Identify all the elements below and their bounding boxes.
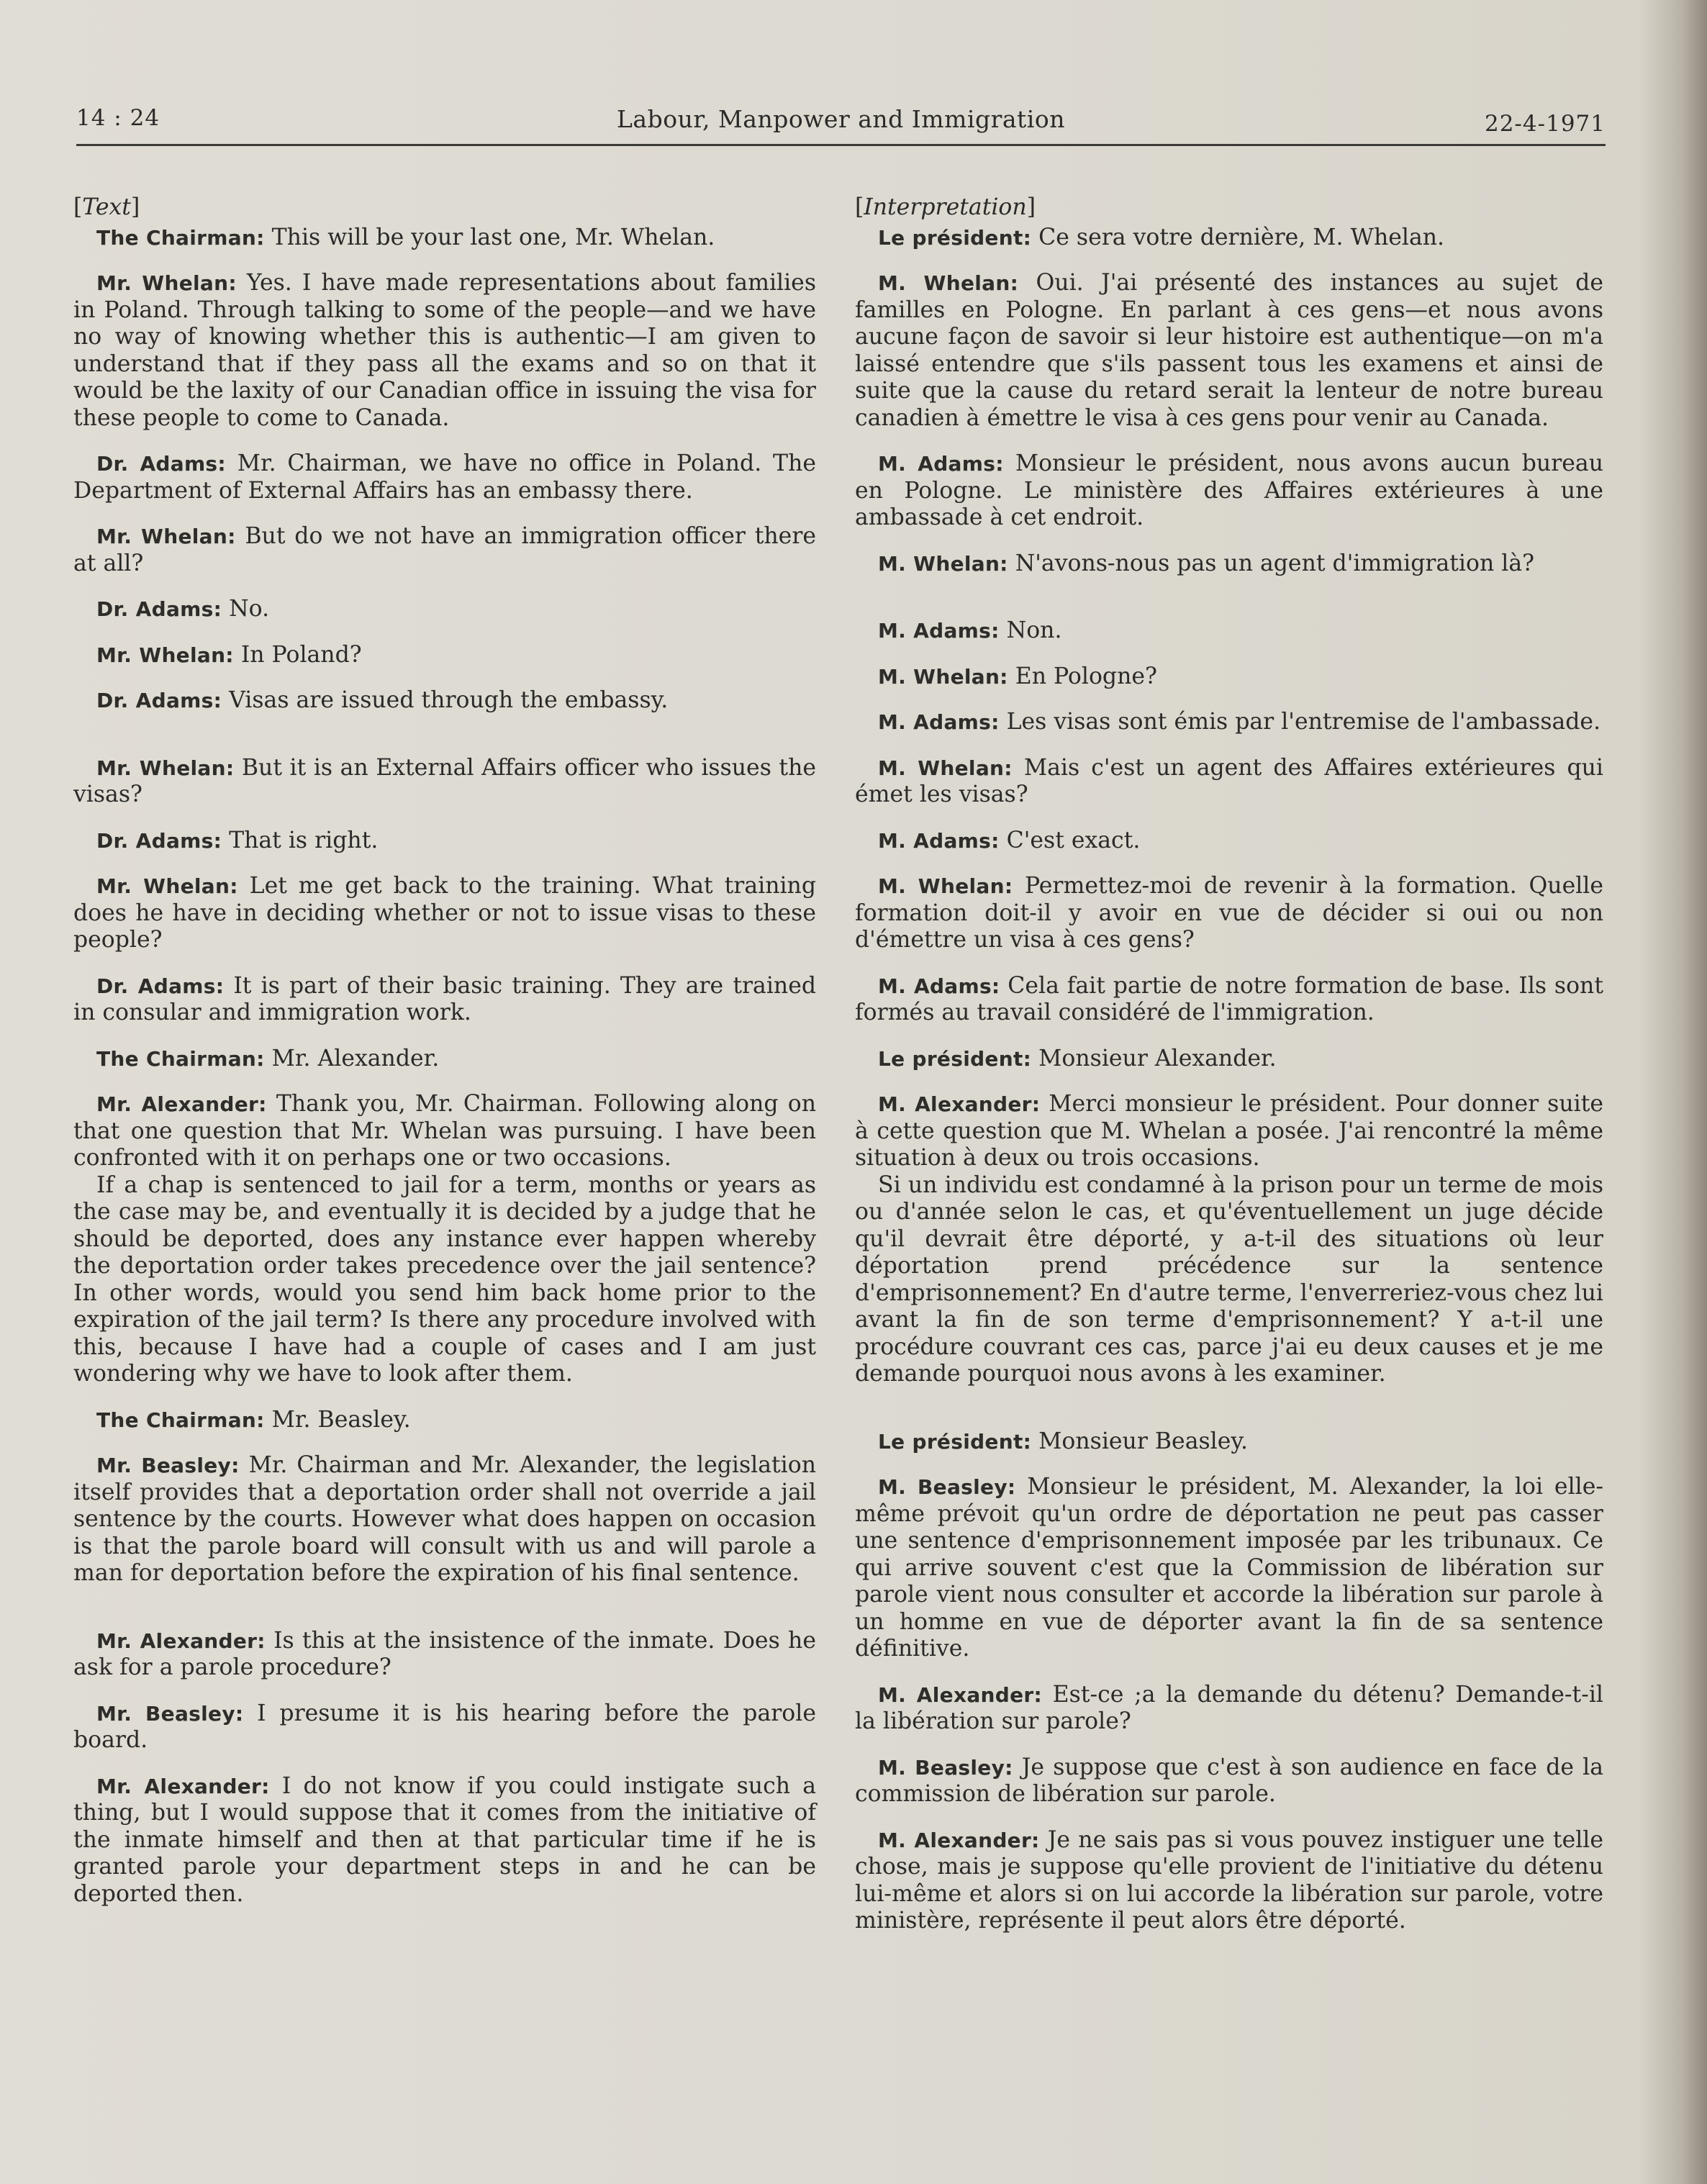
spacer <box>855 1407 1603 1428</box>
speech-paragraph <box>855 973 1603 1027</box>
speech-text: Let me get back to the training. What training does he have in deciding whether or not to issue visas to these people? <box>73 873 817 953</box>
speaker-name: Mr. Whelan: <box>96 525 236 548</box>
speech-paragraph <box>855 617 1603 645</box>
spacer <box>855 596 1603 617</box>
speaker-name: Dr. Adams: <box>96 974 225 998</box>
speech-text: Mais c'est un agent des Affaires extérieures qui émet les visas? <box>855 754 1603 807</box>
speech-paragraph <box>855 1754 1603 1808</box>
speech-text: Est-ce ;a la demande du détenu? Demande-t-il la libération sur parole? <box>855 1681 1603 1734</box>
speech-text: Non. <box>1006 617 1062 643</box>
speaker-name: Mr. Whelan: <box>96 271 237 295</box>
speech-text: N'avons-nous pas un agent d'immigration là? <box>1015 550 1534 576</box>
speech-text: Thank you, Mr. Chairman. Following along on that one question that Mr. Whelan was pursuing. I have been confronted with it on perhaps one or two occasions. <box>73 1091 816 1171</box>
speech-paragraph <box>855 450 1603 532</box>
speaker-name: M. Whelan: <box>878 551 1008 576</box>
speaker-name: The Chairman: <box>96 1408 265 1432</box>
speaker-name: M. Adams: <box>878 452 1004 476</box>
speech-text: Les visas sont émis par l'entremise de l'ambassade. <box>1006 709 1601 735</box>
speech-text: Merci monsieur le président. Pour donner suite à cette question que M. Whelan a posée. J'ai rencontré la même situation à deux ou trois occasions. <box>855 1091 1603 1171</box>
column-tag-interpretation: [Interpretation] <box>855 194 1036 220</box>
speaker-name: Mr. Whelan: <box>96 756 235 780</box>
speech-paragraph <box>73 1407 816 1434</box>
speech-paragraph <box>73 1700 816 1754</box>
speech-text: No. <box>229 596 270 622</box>
speaker-name: M. Alexander: <box>878 1682 1042 1707</box>
speech-paragraph <box>855 1682 1603 1736</box>
speech-text: Monsieur le président, nous avons aucun bureau en Pologne. Le ministère des Affaires extérieures à une ambassade à cet endroit. <box>855 450 1603 530</box>
speech-text: Mr. Alexander. <box>271 1045 440 1071</box>
speech-paragraph <box>855 1428 1603 1456</box>
speech-text: Monsieur Alexander. <box>1038 1045 1277 1071</box>
speaker-name: The Chairman: <box>96 1046 265 1071</box>
speech-paragraph <box>855 1046 1603 1073</box>
speech-text: That is right. <box>229 827 379 853</box>
speech-text: Mr. Chairman, we have no office in Poland. The Department of External Affairs has an embassy there. <box>73 450 816 504</box>
page-number: 14 : 24 <box>76 105 160 131</box>
speech-paragraph <box>855 550 1603 578</box>
speech-paragraph <box>73 687 816 715</box>
speech-text: Monsieur le président, M. Alexander, la loi elle-même prévoit qu'un ordre de déportation ne peut pas casser une sentence d'emprisonnement imposée par les tribunaux. Ce qui arrive souvent c'est que la Commission de libération sur parole vient nous consulter et accorde la libération sur parole à un homme en vue de déporter avant la fin de sa sentence définitive. <box>855 1474 1603 1662</box>
speaker-name: Mr. Beasley: <box>96 1701 244 1726</box>
speaker-name: M. Adams: <box>878 974 1000 998</box>
speaker-name: M. Adams: <box>878 710 1000 734</box>
speech-text: Mr. Chairman and Mr. Alexander, the legislation itself provides that a deportation order shall not override a jail sentence by the courts. However what does happen on occasion is that the parole board will consult with us and will parole a man for deportation before the expiration of his final sentence. <box>73 1452 816 1586</box>
speaker-name: M. Beasley: <box>878 1755 1013 1780</box>
speaker-name: Mr. Beasley: <box>96 1454 240 1477</box>
speech-paragraph <box>855 873 1603 954</box>
speech-paragraph <box>73 270 816 432</box>
speaker-name: Mr. Alexander: <box>96 1092 267 1116</box>
speech-text: Mr. Beasley. <box>271 1406 411 1433</box>
speech-continuation: Si un individu est condamné à la prison pour un terme de mois ou d'année selon le cas, et qu'éventuellement un juge décide qu'il devrait être déporté, y a-t-il des situations où leur déportation prend précédence sur la sentence d'emprisonnement? En d'autre terme, l'enverreriez-vous chez lui avant la fin de son terme d'emprisonnement? Y a-t-il une procédure couvrant ces cas, parce j'ai eu deux causes et je me demande pourquoi nous avons à les examiner. <box>855 1172 1603 1387</box>
speaker-name: M. Whelan: <box>878 664 1008 689</box>
speech-text: This will be your last one, Mr. Whelan. <box>271 224 715 250</box>
speaker-name: M. Whelan: <box>878 874 1013 898</box>
english-column <box>73 194 816 1926</box>
speech-text: I do not know if you could instigate such a thing, but I would suppose that it comes from the initiative of the inmate himself and then at that particular time if he is granted parole your department steps in and he can be deported then. <box>73 1772 816 1907</box>
speech-continuation: If a chap is sentenced to jail for a term, months or years as the case may be, and eventually it is decided by a judge that he should be deported, does any instance ever happen whereby the deportation order takes precedence over the jail sentence? In other words, would you send him back home prior to the expiration of the jail term? Is there any procedure involved with this, because I have had a couple of cases and I am just wondering why we have to look after them. <box>73 1172 816 1387</box>
speech-text: Je suppose que c'est à son audience en face de la commission de libération sur parole. <box>855 1754 1604 1807</box>
speaker-name: Dr. Adams: <box>96 597 222 621</box>
french-column <box>855 194 1603 1954</box>
speech-text: Permettez-moi de revenir à la formation. Quelle formation doit-il y avoir en vue de décider si oui ou non d'émettre un visa à ces gens? <box>855 873 1603 953</box>
speaker-name: Dr. Adams: <box>96 452 226 476</box>
speech-paragraph <box>855 755 1603 809</box>
speaker-name: Mr. Whelan: <box>96 874 238 898</box>
speech-paragraph <box>73 873 816 954</box>
speaker-name: The Chairman: <box>96 225 265 250</box>
speaker-name: M. Whelan: <box>878 271 1019 295</box>
speech-text: Visas are issued through the embassy. <box>229 687 669 713</box>
speech-text: But do we not have an immigration officer there at all? <box>73 523 817 576</box>
spacer <box>73 733 816 755</box>
page-header <box>76 101 1606 146</box>
speaker-name: M. Alexander: <box>878 1828 1040 1852</box>
speaker-name: Dr. Adams: <box>96 828 222 853</box>
speaker-name: Mr. Whelan: <box>96 643 234 667</box>
speech-text: I presume it is his hearing before the parole board. <box>73 1700 816 1753</box>
speaker-name: Le président: <box>878 1046 1032 1071</box>
spacer <box>73 1606 816 1628</box>
speech-text: Oui. J'ai présenté des instances au sujet de familles en Pologne. En parlant à ces gens—et nous avons aucune façon de savoir si leur histoire est authentique—on m'a laissé entendre que s'ils passent tous les examens et ainsi de suite que la cause du retard serait la lenteur de notre bureau canadien à émettre le visa à ces gens pour venir au Canada. <box>855 270 1603 431</box>
speaker-name: M. Alexander: <box>878 1092 1041 1116</box>
column-tag-text: [Text] <box>73 194 140 220</box>
speech-paragraph <box>73 596 816 623</box>
speech-text: En Pologne? <box>1015 663 1157 689</box>
speaker-name: M. Adams: <box>878 828 1000 853</box>
issue-date: 22-4-1971 <box>1484 111 1606 137</box>
speech-text: Monsieur Beasley. <box>1038 1428 1248 1454</box>
speech-paragraph <box>73 450 816 504</box>
speech-paragraph <box>73 1452 816 1587</box>
speaker-name: M. Beasley: <box>878 1475 1016 1499</box>
speech-paragraph <box>73 973 816 1027</box>
speaker-name: Mr. Alexander: <box>96 1628 266 1653</box>
speech-paragraph <box>73 1046 816 1073</box>
speech-paragraph <box>855 663 1603 691</box>
speech-paragraph <box>73 1773 816 1908</box>
speech-paragraph <box>855 225 1603 252</box>
speech-text: It is part of their basic training. They are trained in consular and immigration work. <box>73 972 816 1025</box>
speech-text: Yes. I have made representations about families in Poland. Through talking to some of the people—and we have no way of knowing whether this is authentic—I am given to understand that if they pass all the exams and so on that it would be the laxity of our Canadian office in issuing the visa for these people to come to Canada. <box>73 270 816 431</box>
speech-paragraph <box>73 225 816 252</box>
speech-paragraph <box>73 1628 816 1682</box>
speech-paragraph <box>73 755 816 809</box>
speech-text: Cela fait partie de notre formation de base. Ils sont formés au travail considéré de l'immigration. <box>855 972 1603 1025</box>
publication-title: Labour, Manpower and Immigration <box>617 105 1065 133</box>
speaker-name: Dr. Adams: <box>96 689 222 712</box>
speech-paragraph <box>855 828 1603 855</box>
speech-paragraph <box>73 1091 816 1172</box>
speech-paragraph <box>855 270 1603 432</box>
speech-paragraph <box>855 1474 1603 1663</box>
speech-text: C'est exact. <box>1006 827 1141 853</box>
speech-paragraph <box>73 523 816 577</box>
speaker-name: Le président: <box>878 1429 1032 1454</box>
speech-text: Ce sera votre dernière, M. Whelan. <box>1038 224 1445 250</box>
speaker-name: Le président: <box>878 225 1032 250</box>
speech-text: But it is an External Affairs officer who issues the visas? <box>73 754 816 807</box>
speech-text: In Poland? <box>240 641 362 668</box>
speech-text: Is this at the insistence of the inmate. Does he ask for a parole procedure? <box>73 1627 816 1680</box>
speech-paragraph <box>855 709 1603 736</box>
speech-text: Je ne sais pas si vous pouvez instiguer une telle chose, mais je suppose qu'elle provient de l'initiative du détenu lui-même et alors si on lui accorde la libération sur parole, votre ministère, représente il peut alors être déporté. <box>855 1826 1603 1934</box>
speech-paragraph <box>855 1827 1603 1935</box>
speech-paragraph <box>73 828 816 855</box>
speech-paragraph <box>855 1091 1603 1172</box>
speech-paragraph <box>73 642 816 669</box>
speaker-name: Mr. Alexander: <box>96 1774 270 1798</box>
speaker-name: M. Whelan: <box>878 756 1013 780</box>
speaker-name: M. Adams: <box>878 619 1000 643</box>
